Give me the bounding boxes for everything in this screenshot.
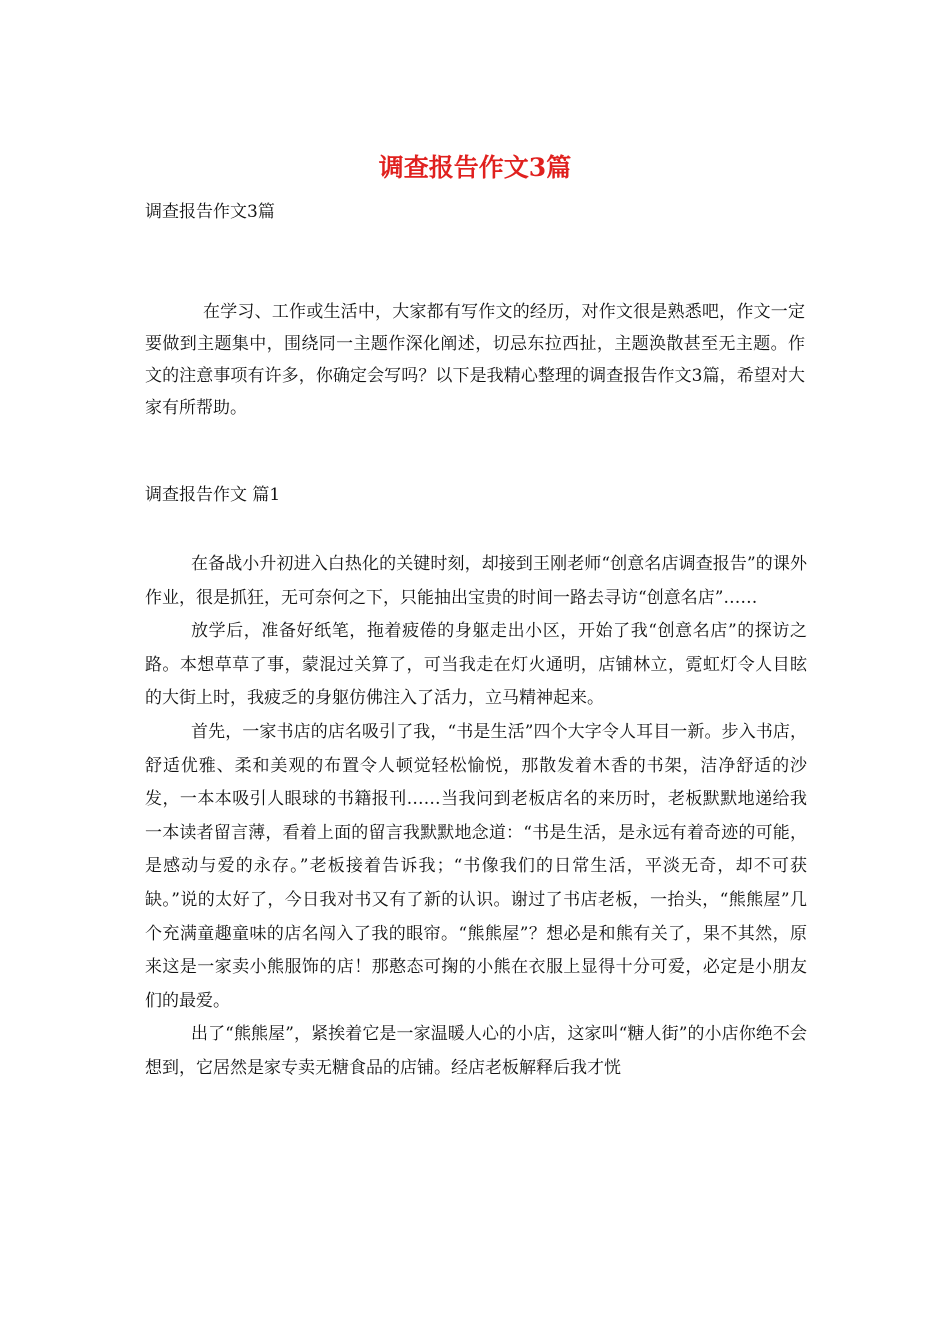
section-heading: 调查报告作文 篇1: [145, 485, 281, 505]
article-body: [145, 548, 807, 1086]
body-paragraph: 在备战小升初进入白热化的关键时刻，却接到王刚老师“创意名店调查报告”的课外作业，很是抓狂，无可奈何之下，只能抽出宝贵的时间一路去寻访“创意名店”……: [145, 554, 807, 608]
document-title: 调查报告作文3篇: [378, 153, 572, 182]
body-paragraph: 首先，一家书店的店名吸引了我，“书是生活”四个大字令人耳目一新。步入书店，舒适优雅、柔和美观的布置令人顿觉轻松愉悦，那散发着木香的书架，洁净舒适的沙发，一本本吸引人眼球的书籍报刊……当我问到老板店名的来历时，老板默默地递给我一本读者留言薄，看着上面的留言我默默地念道：“书是生活，是永远有着奇迹的可能，是感动与爱的永存。”老板接着告诉我；“书像我们的日常生活，平淡无奇，却不可获缺。”说的太好了，今日我对书又有了新的认识。谢过了书店老板，一抬头，“熊熊屋”几个充满童趣童味的店名闯入了我的眼帘。“熊熊屋”？想必是和熊有关了，果不其然，原来这是一家卖小熊服饰的店！那憨态可掬的小熊在衣服上显得十分可爱，必定是小朋友们的最爱。: [145, 721, 807, 1011]
body-paragraph: 出了“熊熊屋”，紧挨着它是一家温暖人心的小店，这家叫“糖人街”的小店你绝不会想到，它居然是家专卖无糖食品的店铺。经店老板解释后我才恍: [145, 1024, 807, 1078]
document-subtitle: 调查报告作文3篇: [145, 202, 275, 222]
intro-paragraph: 在学习、工作或生活中，大家都有写作文的经历，对作文很是熟悉吧，作文一定要做到主题集中，围绕同一主题作深化阐述，切忌东拉西扯，主题涣散甚至无主题。作文的注意事项有许多，你确定会写吗？以下是我精心整理的调查报告作文3篇，希望对大家有所帮助。: [145, 302, 805, 418]
body-paragraph: 放学后，准备好纸笔，拖着疲倦的身躯走出小区，开始了我“创意名店”的探访之路。本想草草了事，蒙混过关算了，可当我走在灯火通明，店铺林立，霓虹灯令人目眩的大街上时，我疲乏的身躯仿佛注入了活力，立马精神起来。: [145, 621, 807, 709]
